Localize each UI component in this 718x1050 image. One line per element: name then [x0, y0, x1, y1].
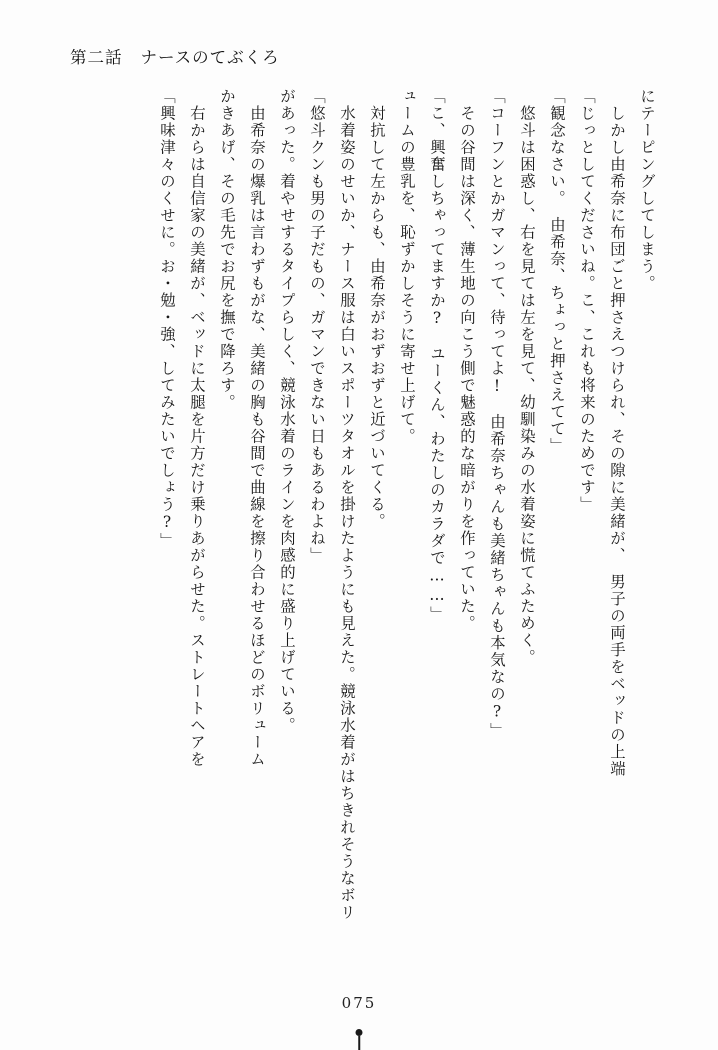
text-column: 由希奈の爆乳は言わずもがな、美緒の胸も谷間で曲線を擦り合わせるほどのボリューム — [248, 88, 266, 768]
vertical-text-body — [144, 88, 654, 968]
text-column: 「悠斗クンも男の子だもの、ガマンできない日もあるわよね」 — [308, 88, 326, 564]
page-number: 075 — [341, 994, 377, 1012]
text-column: その谷間は深く、薄生地の向こう側で魅惑的な暗がりを作っていた。 — [458, 88, 476, 632]
text-column: しかし由希奈に布団ごと押さえつけられ、その隙に美緒が、 男子の両手をベッドの上端 — [608, 88, 626, 778]
text-column: にテーピングしてしまう。 — [638, 88, 656, 292]
text-column: 「観念なさい。 由希奈、ちょっと押さえてて」 — [548, 88, 566, 455]
text-column: 右からは自信家の美緒が、ベッドに太腿を片方だけ乗りあがらせた。ストレートヘアを — [188, 88, 206, 768]
text-column: 「コーフンとかガマンって、待ってよ! 由希奈ちゃんも美緒ちゃんも本気なの?」 — [488, 88, 506, 740]
text-column: ュームの豊乳を、恥ずかしそうに寄せ上げて。 — [398, 88, 416, 445]
text-column: 「こ、興奮しちゃってますか? ユーくん、わたしのカラダで……」 — [428, 88, 446, 623]
text-column: 水着姿のせいか、ナース服は白いスポーツタオルを掛けたようにも見えた。競泳水着がはちきれそうなボリ — [338, 88, 356, 921]
chapter-title: ナースのてぶくろ — [140, 48, 280, 67]
text-column: 対抗して左からも、由希奈がおずおずと近づいてくる。 — [368, 88, 386, 530]
text-column: 「じっとしてくださいね。こ、これも将来のためです」 — [578, 88, 596, 513]
folio-rule-ornament — [358, 1036, 360, 1050]
chapter-number: 第二話 — [70, 48, 123, 67]
text-column: 悠斗は困惑し、右を見ては左を見て、幼馴染みの水着姿に慌てふためく。 — [518, 88, 536, 666]
folio-dot-ornament — [356, 1029, 363, 1036]
text-column: があった。着やせするタイプらしく、競泳水着のラインを肉感的に盛り上げている。 — [278, 88, 296, 734]
text-column: かきあげ、その毛先でお尻を撫で降ろす。 — [218, 88, 236, 411]
text-column: 「興味津々のくせに。お・勉・強、してみたいでしょう?」 — [158, 88, 176, 550]
chapter-heading — [70, 44, 280, 68]
